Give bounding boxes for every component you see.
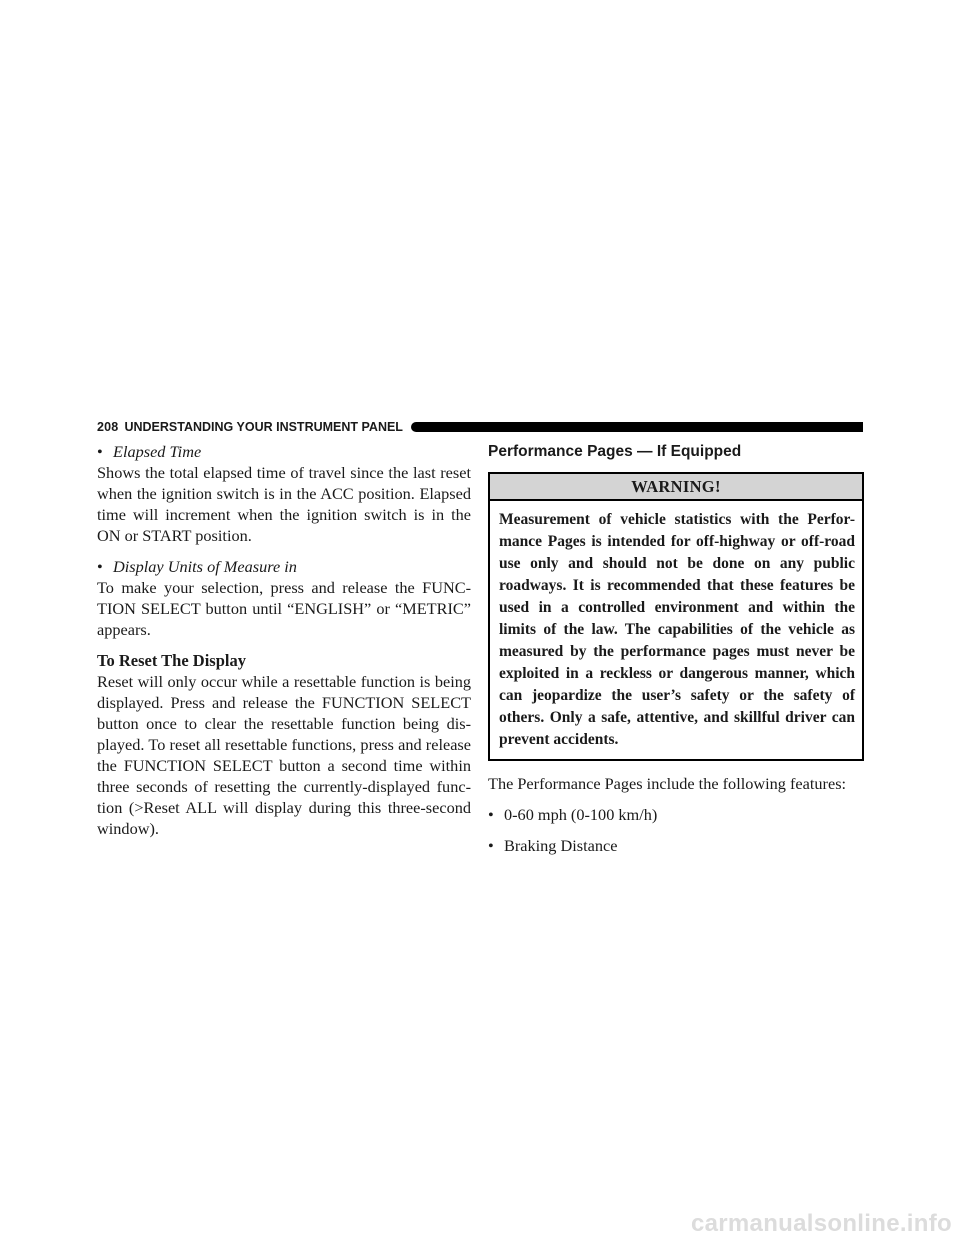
feature-item [488,835,864,856]
bullet-dot: • [488,805,494,824]
section-title: Performance Pages — If Equipped [488,443,742,460]
reset-description: Reset will only occur while a resettable function is being displayed. Press and release the FUNCTION SELECT button once to clear the resettable function being dis-played. To reset all resettable functions, press and release the FUNCTION SELECT button a second time within three seconds of resetting the currently-displayed func-tion (>Reset ALL will display during this three-second window). [97,672,471,838]
display-units-description: To make your selection, press and release the FUNC-TION SELECT button until “ENGLISH” or “METRIC” appears. [97,578,471,639]
chapter-title: UNDERSTANDING YOUR INSTRUMENT PANEL [124,420,403,434]
bullet-label: Display Units of Measure in [113,557,297,576]
bullet-label: Elapsed Time [113,442,202,461]
reset-heading: To Reset The Display [97,651,246,670]
feature-label: Braking Distance [504,836,618,855]
right-column [488,441,864,856]
bullet-elapsed-time [97,441,471,462]
warning-box [488,472,864,761]
page-header [97,418,863,436]
feature-label: 0-60 mph (0-100 km/h) [504,805,658,824]
feature-item [488,804,864,825]
features-intro: The Performance Pages include the following features: [488,774,847,793]
elapsed-time-description: Shows the total elapsed time of travel since the last reset when the ignition switch is in the ACC position. Elapsed time will increment when the ignition switch is in the ON or START position. [97,463,471,545]
watermark: carmanualsonline.info [690,1210,952,1237]
bullet-dot: • [488,836,494,855]
bullet-display-units [97,556,471,577]
header-rule [411,422,863,432]
warning-title: WARNING! [490,474,862,501]
bullet-dot: • [97,442,103,461]
page-number: 208 [97,420,119,434]
left-column [97,441,471,839]
warning-text: Measurement of vehicle statistics with the Perfor-mance Pages is intended for off-highway or off-road use only and should not be done on any public roadways. It is recommended that these features be used in a controlled environment and within the limits of the law. The capabilities of the vehicle as measured by the performance pages must never be exploited in a reckless or dangerous manner, which can jeopardize the user’s safety or the safety of others. Only a safe, attentive, and skillful driver can prevent accidents. [499,511,855,748]
bullet-dot: • [97,557,103,576]
